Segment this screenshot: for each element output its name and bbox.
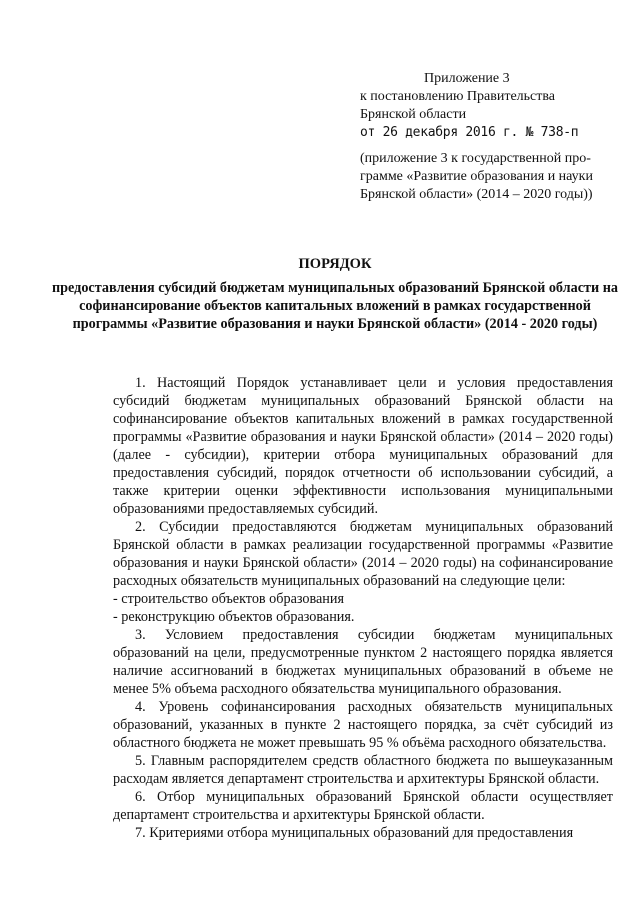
- appendix-number: Приложение 3: [424, 71, 510, 86]
- appendix-note: [360, 150, 628, 204]
- appendix-resolution-ref: к постановлению Правительства: [360, 89, 556, 104]
- paragraph-5: 5. Главным распорядителем средств областного бюджета по вышеуказанным расходам является департамент строительства и архитектуры Брянской области.: [113, 753, 613, 787]
- paragraph-2: 2. Субсидии предоставляются бюджетам муниципальных образований Брянской области в рамках реализации государственной программы «Развитие образования и науки Брянской области» (2014 – 2020 годы) на софинансирование расходных обязательств муниципальных образований на следующие цели:: [113, 519, 613, 589]
- paragraph-3: 3. Условием предоставления субсидии бюджетам муниципальных образований на цели, предусмотренные пунктом 2 настоящего порядка является наличие ассигнований в бюджетах муниципальных образований в объеме не менее 5% объема расходного обязательства муниципального образования.: [113, 627, 613, 697]
- appendix-block: [360, 70, 628, 204]
- appendix-note-line: (приложение 3 к государственной про-: [360, 151, 591, 166]
- paragraph-1: 1. Настоящий Порядок устанавливает цели и условия предоставления субсидий бюджетам муниципальных образований Брянской области на софинансирование объектов капитальных вложений в рамках государственной программы «Развитие образования и науки Брянской области» (2014 – 2020 годы) (далее - субсидии), критерии отбора муниципальных образований для предоставления субсидий, порядок отчетности об использовании субсидий, а также критерии оценки эффективности использования муниципальными образованиями предоставляемых субсидий.: [113, 375, 613, 517]
- document-subtitle: предоставления субсидий бюджетам муниципальных образований Брянской области на софинансирование объектов капитальных вложений в рамках государственной программы «Развитие образования и науки Брянской области» (2014 - 2020 годы): [51, 280, 618, 332]
- paragraph-7: 7. Критериями отбора муниципальных образований для предоставления: [135, 825, 574, 841]
- document-title: ПОРЯДОК: [298, 256, 372, 272]
- paragraph-6: 6. Отбор муниципальных образований Брянской области осуществляет департамент строительства и архитектуры Брянской области.: [113, 789, 613, 823]
- appendix-date-number: от 26 декабря 2016 г. № 738-п: [360, 125, 579, 140]
- appendix-note-line: Брянской области» (2014 – 2020 годы)): [360, 187, 593, 202]
- appendix-note-line: грамме «Развитие образования и науки: [360, 169, 593, 184]
- list-item-reconstruction: - реконструкцию объектов образования.: [113, 609, 355, 625]
- document-body: [113, 374, 613, 842]
- appendix-region: Брянской области: [360, 107, 467, 122]
- list-item-construction: - строительство объектов образования: [113, 591, 344, 607]
- paragraph-4: 4. Уровень софинансирования расходных обязательств муниципальных образований, указанных в пункте 2 настоящего порядка, за счёт субсидий из областного бюджета не может превышать 95 % объёма расходного обязательства.: [113, 699, 613, 751]
